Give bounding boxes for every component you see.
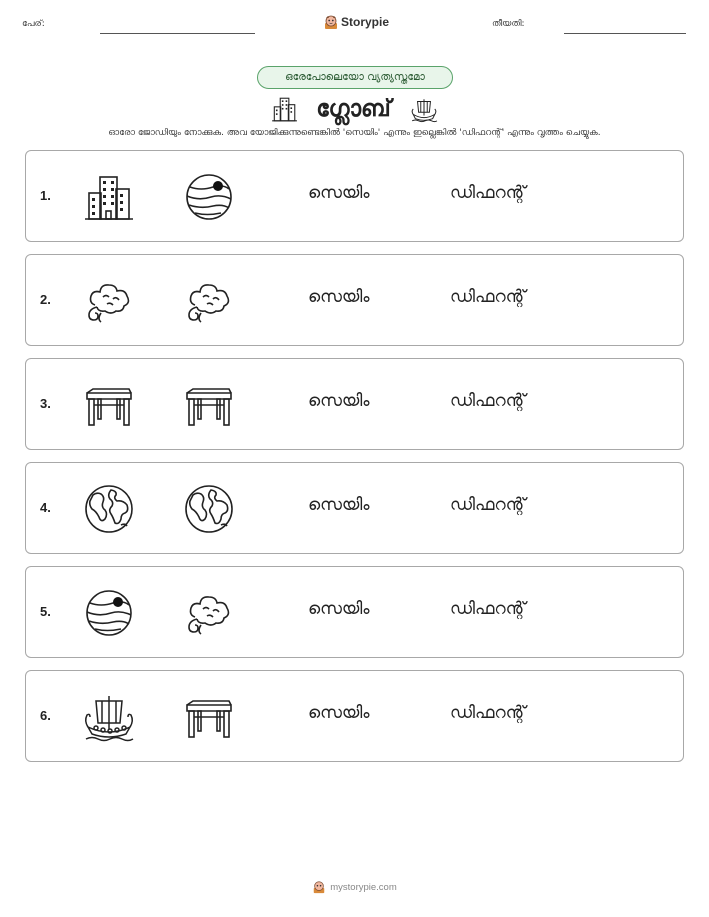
exercise-row bbox=[25, 358, 684, 450]
different-option[interactable]: ഡിഫറന്റ് bbox=[450, 183, 526, 203]
footer-url[interactable]: mystorypie.com bbox=[330, 881, 397, 893]
worksheet-header bbox=[0, 14, 709, 38]
row-number: 1. bbox=[40, 188, 51, 203]
wind-cloud-icon bbox=[183, 587, 235, 639]
row-number: 5. bbox=[40, 604, 51, 619]
row-number: 4. bbox=[40, 500, 51, 515]
buildings-icon bbox=[83, 171, 135, 223]
wind-cloud-icon bbox=[183, 275, 235, 327]
different-option[interactable]: ഡിഫറന്റ് bbox=[450, 391, 526, 411]
wind-cloud-icon bbox=[83, 275, 135, 327]
brand-name: Storypie bbox=[341, 15, 390, 29]
different-option[interactable]: ഡിഫറന്റ് bbox=[450, 703, 526, 723]
exercise-row bbox=[25, 254, 684, 346]
exercise-row bbox=[25, 670, 684, 762]
viking-ship-icon bbox=[83, 691, 135, 743]
different-option[interactable]: ഡിഫറന്റ് bbox=[450, 495, 526, 515]
exercise-row bbox=[25, 566, 684, 658]
same-option[interactable]: സെയിം bbox=[308, 183, 370, 203]
table-icon bbox=[83, 379, 135, 431]
worksheet-type-badge: ഒരേപോലെയോ വ്യത്യസ്തമോ bbox=[257, 66, 453, 89]
brand-logo bbox=[323, 14, 389, 30]
buildings-icon bbox=[270, 95, 298, 123]
same-option[interactable]: സെയിം bbox=[308, 703, 370, 723]
row-number: 2. bbox=[40, 292, 51, 307]
worksheet-title: ഗ്ലോബ് bbox=[316, 96, 391, 122]
viking-ship-icon bbox=[409, 95, 439, 123]
footer bbox=[0, 880, 709, 894]
same-option[interactable]: സെയിം bbox=[308, 495, 370, 515]
different-option[interactable]: ഡിഫറന്റ് bbox=[450, 599, 526, 619]
table-icon bbox=[183, 691, 235, 743]
same-option[interactable]: സെയിം bbox=[308, 599, 370, 619]
date-line[interactable] bbox=[564, 33, 686, 34]
globe-icon bbox=[183, 483, 235, 535]
globe-icon bbox=[83, 483, 135, 535]
name-line[interactable] bbox=[100, 33, 255, 34]
row-number: 3. bbox=[40, 396, 51, 411]
exercise-row bbox=[25, 462, 684, 554]
date-label: തീയതി: bbox=[492, 19, 525, 29]
planet-icon bbox=[83, 587, 135, 639]
planet-icon bbox=[183, 171, 235, 223]
same-option[interactable]: സെയിം bbox=[308, 391, 370, 411]
exercise-row bbox=[25, 150, 684, 242]
storypie-mascot-icon bbox=[312, 880, 326, 894]
row-number: 6. bbox=[40, 708, 51, 723]
table-icon bbox=[183, 379, 235, 431]
instructions: ഓരോ ജോഡിയും നോക്കുക. അവ യോജിക്കുന്നുണ്ടെങ്കിൽ 'സെയിം' എന്നും ഇല്ലെങ്കിൽ 'ഡിഫറന്റ്' എന്നും വൃത്തം ചെയ്യുക. bbox=[108, 128, 601, 138]
name-label: പേര്: bbox=[22, 19, 45, 29]
storypie-mascot-icon bbox=[323, 14, 339, 30]
different-option[interactable]: ഡിഫറന്റ് bbox=[450, 287, 526, 307]
title-row bbox=[0, 92, 709, 126]
same-option[interactable]: സെയിം bbox=[308, 287, 370, 307]
